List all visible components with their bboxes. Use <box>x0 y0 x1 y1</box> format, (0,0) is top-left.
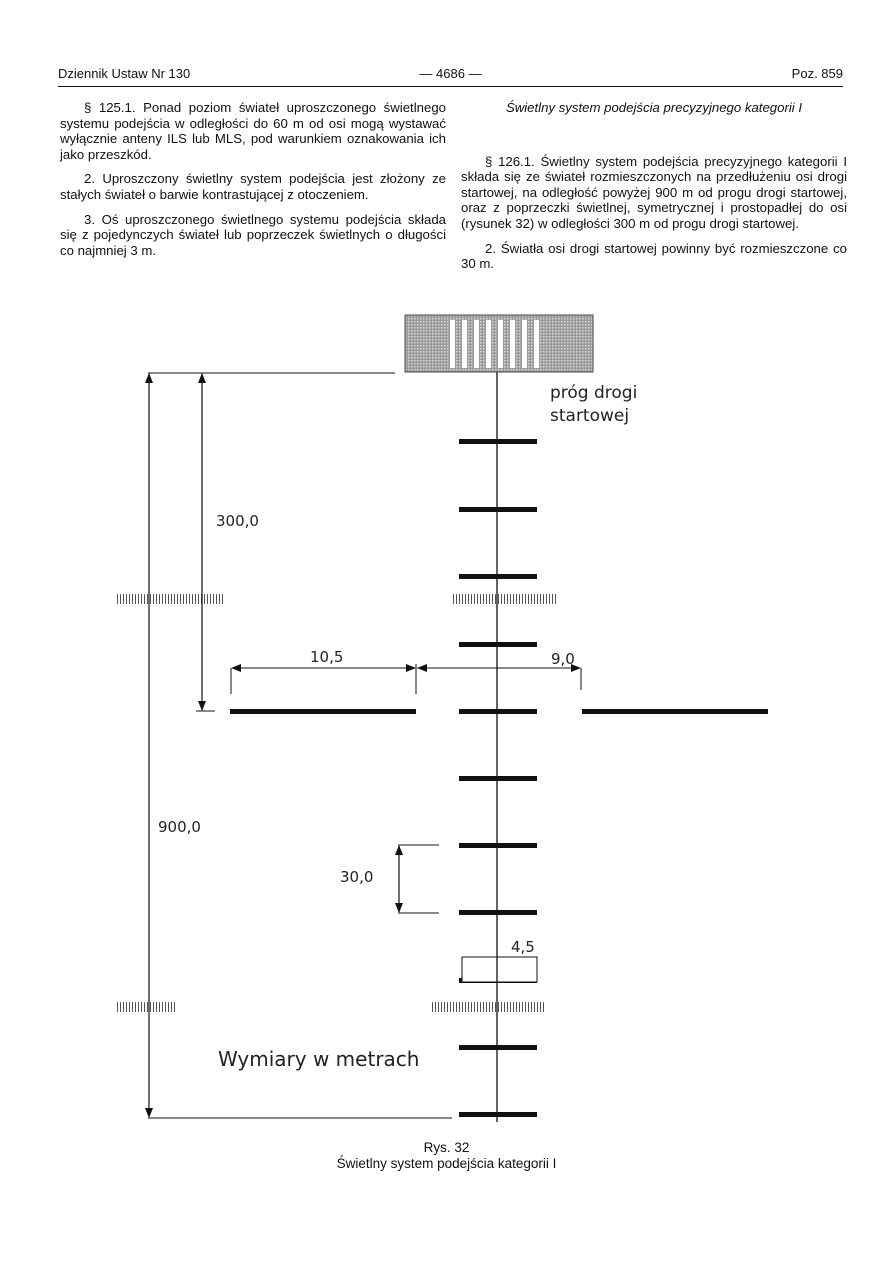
threshold-label-1: próg drogi <box>550 383 638 403</box>
centerline-light <box>459 642 537 647</box>
centerline-light <box>459 776 537 781</box>
break-mark <box>452 594 556 604</box>
break-mark <box>430 1002 544 1012</box>
crossbar-left <box>230 709 416 714</box>
dim-30: 30,0 <box>340 868 374 886</box>
centerline-light <box>459 910 537 915</box>
left-column <box>60 100 446 267</box>
position-number: Poz. 859 <box>791 66 843 81</box>
dim-9-0: 9,0 <box>551 650 575 668</box>
caption-number: Rys. 32 <box>423 1140 470 1155</box>
break-mark <box>116 594 224 604</box>
centerline-light <box>459 439 537 444</box>
runway-threshold <box>405 315 593 372</box>
centerline-light <box>459 574 537 579</box>
page-number: — 4686 — <box>419 66 482 81</box>
dim-4-5: 4,5 <box>511 938 535 956</box>
threshold-label-2: startowej <box>550 406 630 426</box>
approach-lighting-diagram <box>0 300 893 1130</box>
centerline-light <box>459 843 537 848</box>
centerline-lights <box>459 439 537 1117</box>
paragraph-126-1: § 126.1. Świetlny system podejścia precyzyjnego kategorii I składa się ze świateł rozmieszczonych na przedłużeniu osi drogi startowej, na odległość powyżej 900 m od progu drogi startowej, oraz z poprzeczki świetlnej, symetrycznej i prostopadłej do osi (rysunek 32) w odległości 300 m od progu drogi startowej. <box>461 153 847 231</box>
centerline-light <box>459 1112 537 1117</box>
page-header <box>58 66 843 87</box>
centerline-light <box>459 1045 537 1050</box>
paragraph-126-2: 2. Światła osi drogi startowej powinny być rozmieszczone co 30 m. <box>461 240 847 272</box>
centerline-light <box>459 507 537 512</box>
break-mark <box>116 1002 176 1012</box>
section-title: Świetlny system podejścia precyzyjnego kategorii I <box>505 100 803 115</box>
paragraph-125-2: 2. Uproszczony świetlny system podejścia jest złożony ze stałych świateł o barwie kontrastującej z otoczeniem. <box>60 171 446 202</box>
caption-title: Świetlny system podejścia kategorii I <box>336 1156 557 1171</box>
units-note: Wymiary w metrach <box>218 1047 420 1071</box>
dim-300: 300,0 <box>216 512 259 530</box>
light-width-box <box>462 957 537 982</box>
paragraph-125-1: § 125.1. Ponad poziom świateł uproszczonego świetlnego systemu podejścia w odległości do 60 m od osi mogą wystawać wyłącznie anteny ILS lub MLS, pod warunkiem oznakowania ich jako przeszkód. <box>60 100 446 162</box>
paragraph-125-3: 3. Oś uproszczonego świetlnego systemu podejścia składa się z pojedynczych świateł lub poprzeczek świetlnych o długości co najmniej 3 m. <box>60 211 446 258</box>
dim-10-5: 10,5 <box>310 648 344 666</box>
dim-900: 900,0 <box>158 818 201 836</box>
figure-caption <box>0 1140 893 1172</box>
journal-name: Dziennik Ustaw Nr 130 <box>58 66 191 81</box>
right-column <box>461 100 847 281</box>
crossbar-right <box>582 709 768 714</box>
centerline-light <box>459 709 537 714</box>
